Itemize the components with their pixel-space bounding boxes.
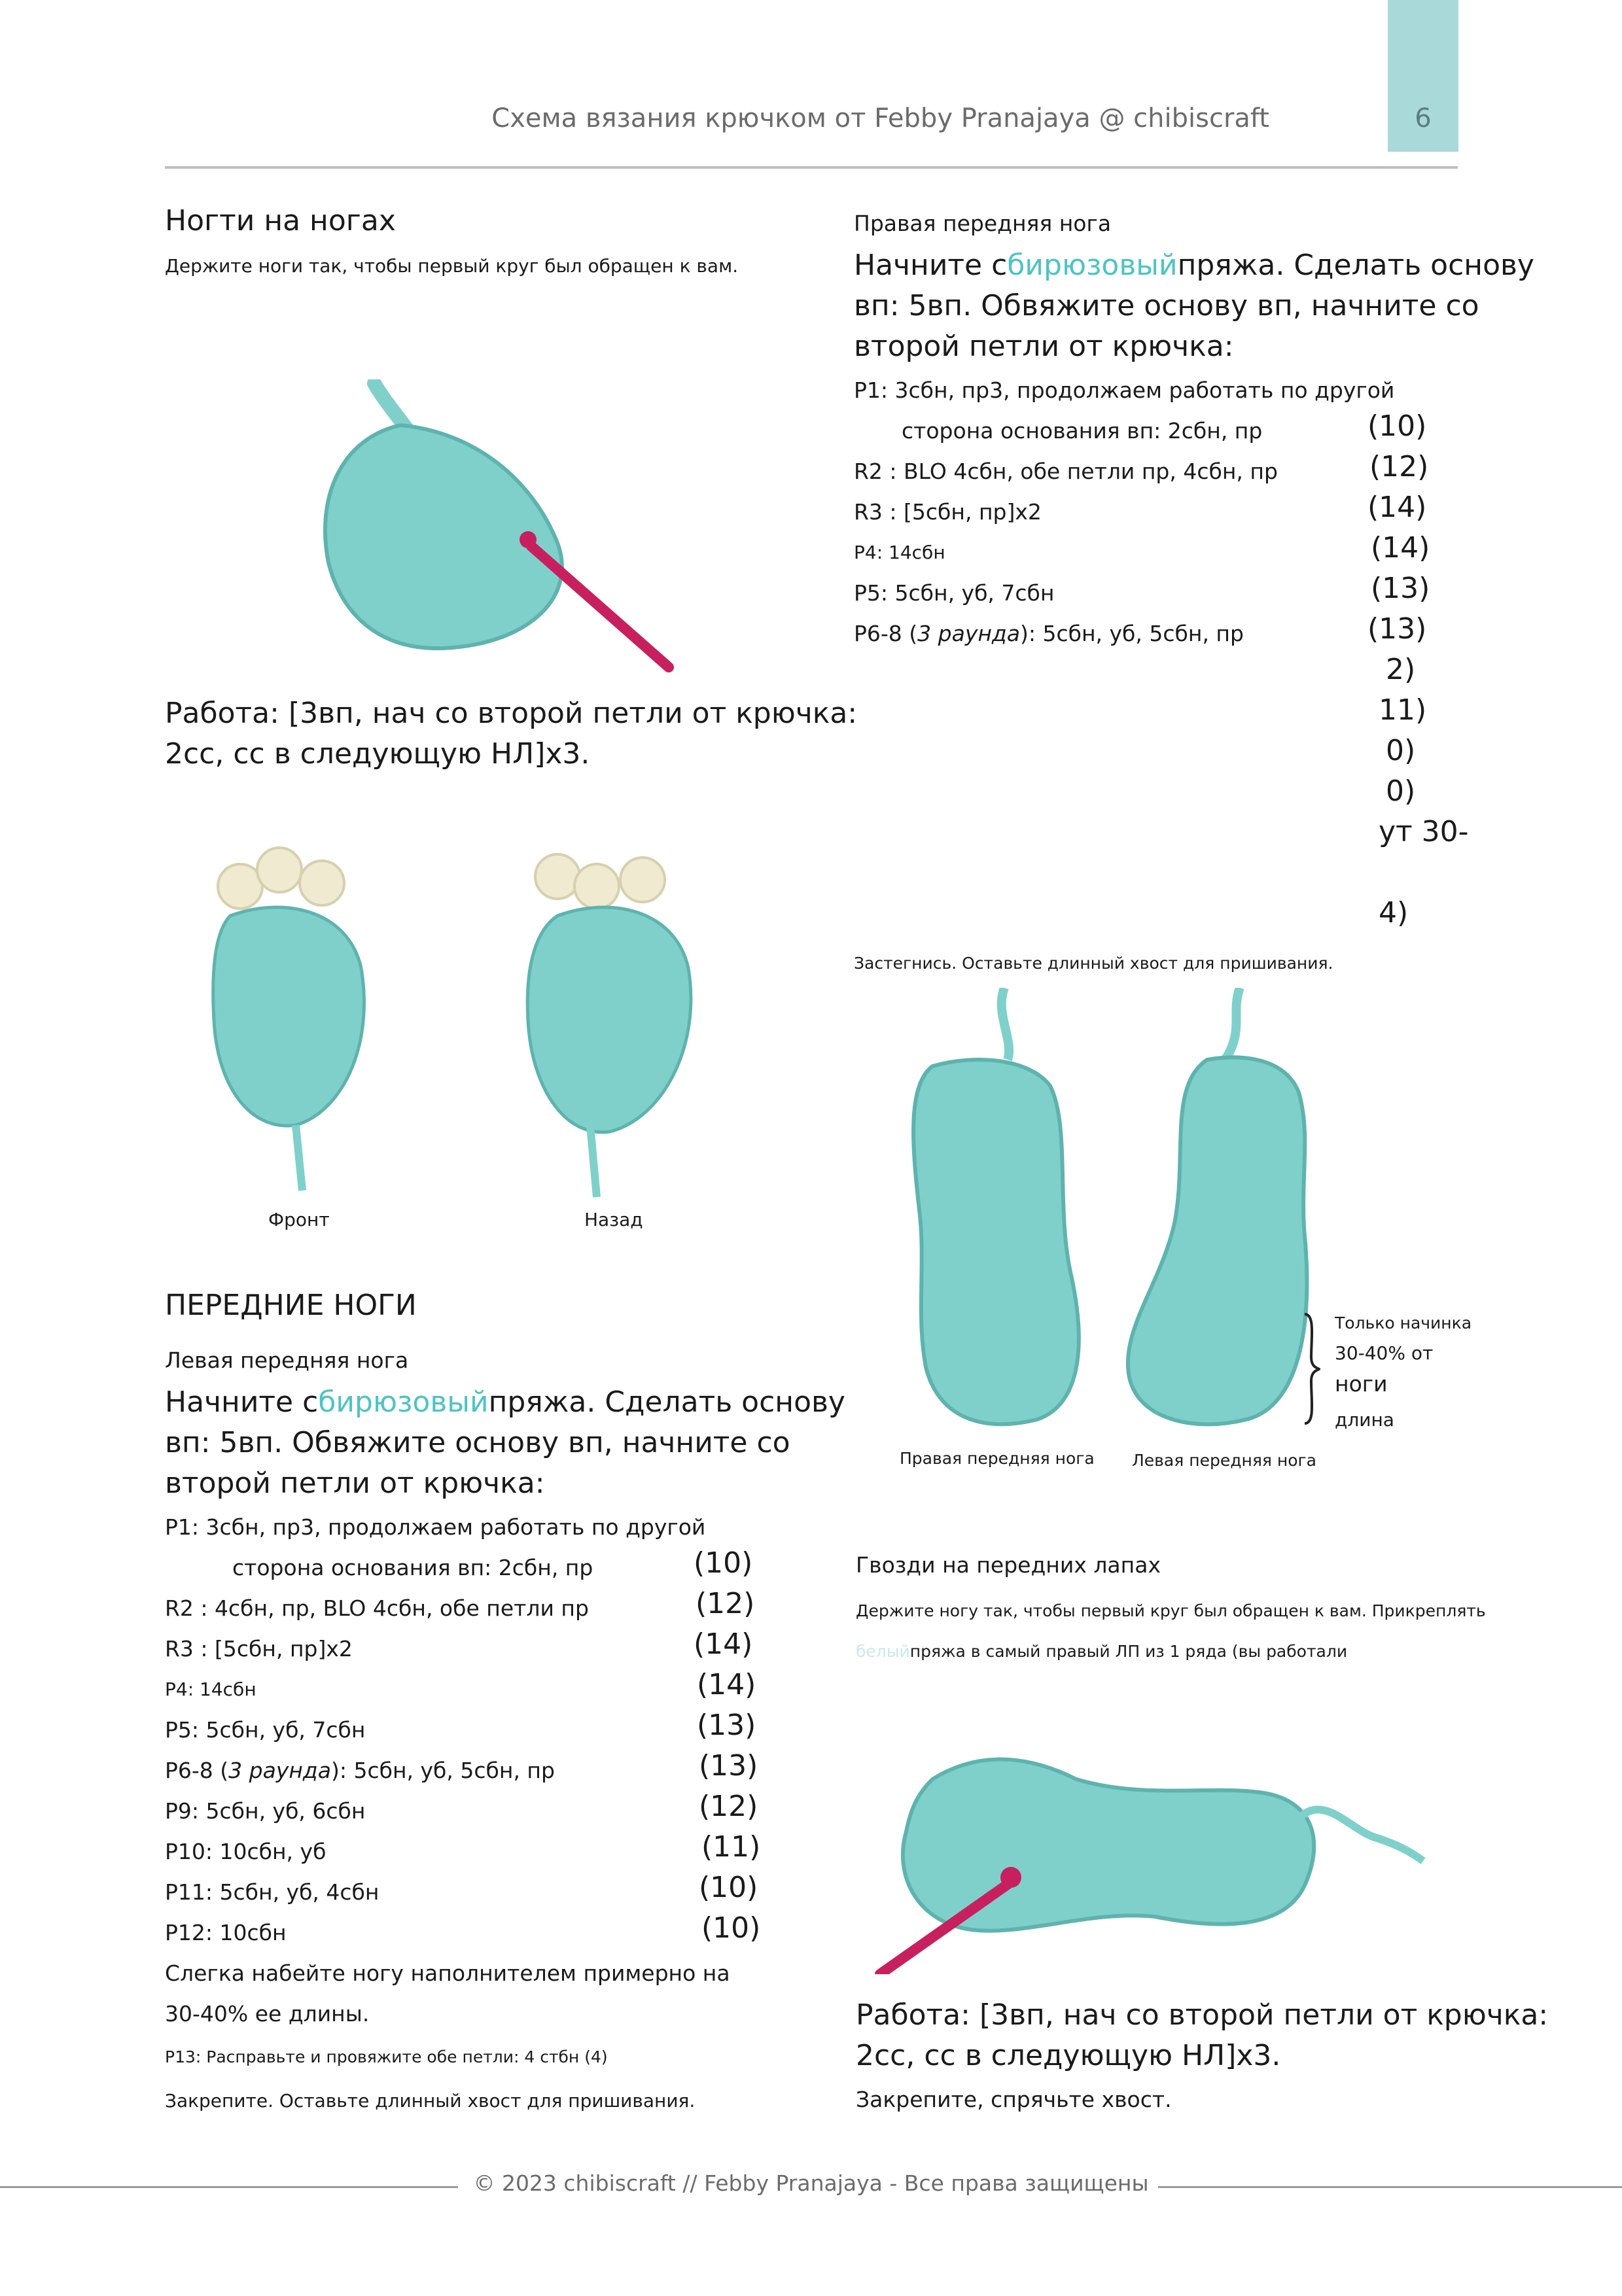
caption-back: Назад <box>584 1209 643 1230</box>
toenails-work-line2: 2сс, сс в следующую НЛ]х3. <box>165 737 590 771</box>
row-count: (10) <box>701 1911 761 1945</box>
left-leg-intro-line3: второй петли от крючка: <box>165 1467 545 1500</box>
row-count: (13) <box>1371 572 1430 605</box>
row-text: R3 : [5сбн, пр]х2 <box>854 499 1042 525</box>
row-13: Р13: Расправьте и провяжите обе петли: 4 стбн (4) <box>165 2047 608 2066</box>
front-nails-work-line2: 2сс, сс в следующую НЛ]х3. <box>856 2039 1281 2072</box>
yarn-color-word: белый <box>856 1642 910 1661</box>
photo-feet-front-back <box>165 811 772 1210</box>
row-text: Р4: 14сбн <box>165 1679 256 1700</box>
yarn-color-word: бирюзовый <box>1007 249 1178 282</box>
row-count: (14) <box>697 1668 756 1701</box>
row-text: Р1: 3сбн, пр3, продолжаем работать по другой <box>854 377 1395 403</box>
row-text: R2 : BLO 4сбн, обе петли пр, 4сбн, пр <box>854 459 1278 484</box>
overflow-fragment: 0) <box>1386 734 1416 767</box>
brace-icon <box>1301 1312 1320 1426</box>
front-nails-finish: Закрепите, спрячьте хвост. <box>856 2087 1172 2112</box>
left-leg-intro-line1: Начните сбирюзовыйпряжа. Сделать основу <box>165 1385 845 1419</box>
right-leg-intro-line3: второй петли от крючка: <box>854 330 1234 363</box>
stuffing-note-line3: ноги <box>1335 1371 1388 1397</box>
row-count: (11) <box>701 1830 761 1864</box>
overflow-fragment: 2) <box>1386 653 1416 686</box>
right-front-leg-subtitle: Правая передняя нога <box>854 211 1112 236</box>
row-text: Р1: 3сбн, пр3, продолжаем работать по другой <box>165 1514 706 1540</box>
caption-right-front-leg: Правая передняя нога <box>900 1449 1095 1468</box>
row-count: (10) <box>694 1546 753 1580</box>
left-leg-finish: Закрепите. Оставьте длинный хвост для пришивания. <box>165 2090 696 2112</box>
left-front-leg-subtitle: Левая передняя нога <box>165 1348 409 1373</box>
overflow-fragment: ут 30- <box>1379 815 1469 848</box>
row-text: сторона основания вп: 2сбн, пр <box>232 1555 593 1580</box>
header-title: Схема вязания крючком от Febby Pranajaya @ chibiscraft <box>491 103 1269 133</box>
photo-foot-with-hook <box>165 379 772 672</box>
caption-left-front-leg: Левая передняя нога <box>1132 1451 1316 1470</box>
yarn-color-word: бирюзовый <box>318 1385 489 1419</box>
row-count: (13) <box>1367 612 1427 646</box>
page-number: 6 <box>1415 103 1432 133</box>
stuffing-note-line1: Только начинка <box>1335 1313 1472 1332</box>
row-count: (14) <box>1371 531 1430 565</box>
row-count: (12) <box>1369 450 1429 483</box>
row-text: Р11: 5сбн, уб, 4сбн <box>165 1879 379 1905</box>
caption-front: Фронт <box>268 1209 330 1230</box>
row-count: (14) <box>694 1627 753 1661</box>
row-text: Р6-8 (3 раунда): 5сбн, уб, 5сбн, пр <box>165 1758 555 1783</box>
row-text: Р4: 14сбн <box>854 542 945 563</box>
front-legs-title: ПЕРЕДНИЕ НОГИ <box>165 1289 417 1322</box>
toenails-title: Ногти на ногах <box>165 204 396 237</box>
stuffing-line2: 30-40% ее длины. <box>165 2001 370 2026</box>
photo-front-legs <box>854 988 1338 1459</box>
row-count: (12) <box>699 1790 758 1823</box>
row-count: (10) <box>1367 409 1427 443</box>
stuffing-line1: Слегка набейте ногу наполнителем примерно на <box>165 1960 730 1986</box>
photo-leg-with-hook <box>854 1720 1430 1974</box>
front-nails-hint-line1: Держите ногу так, чтобы первый круг был обращен к вам. Прикреплять <box>856 1601 1486 1620</box>
front-nails-work-line1: Работа: [3вп, нач со второй петли от крючка: <box>856 1998 1549 2032</box>
row-text: Р10: 10сбн, уб <box>165 1839 326 1864</box>
row-text: Р6-8 (3 раунда): 5сбн, уб, 5сбн, пр <box>854 621 1244 646</box>
front-nails-title: Гвозди на передних лапах <box>856 1552 1161 1578</box>
row-text: сторона основания вп: 2сбн, пр <box>902 418 1263 444</box>
right-leg-intro-line2: вп: 5вп. Обвяжите основу вп, начните со <box>854 289 1479 322</box>
row-text: Р12: 10сбн <box>165 1920 287 1945</box>
right-leg-finish: Застегнись. Оставьте длинный хвост для пришивания. <box>854 954 1333 973</box>
row-count: (14) <box>1367 491 1427 524</box>
row-text: R2 : 4сбн, пр, BLO 4сбн, обе петли пр <box>165 1595 589 1621</box>
overflow-fragment: 0) <box>1386 774 1416 808</box>
row-text: Р5: 5сбн, уб, 7сбн <box>165 1717 366 1743</box>
right-leg-intro-line1: Начните сбирюзовыйпряжа. Сделать основу <box>854 249 1534 282</box>
toenails-work-line1: Работа: [3вп, нач со второй петли от крючка: <box>165 697 858 730</box>
row-count: (12) <box>696 1587 755 1620</box>
row-count: (13) <box>699 1749 758 1783</box>
row-count: (13) <box>697 1709 756 1742</box>
stuffing-note-line2: 30-40% от <box>1335 1342 1434 1364</box>
overflow-fragment: 11) <box>1379 693 1427 727</box>
row-text: R3 : [5сбн, пр]х2 <box>165 1636 353 1661</box>
stuffing-note-line4: длина <box>1335 1409 1394 1431</box>
row-count: (10) <box>699 1871 758 1904</box>
front-nails-hint-line2: белыйпряжа в самый правый ЛП из 1 ряда (вы работали <box>856 1642 1348 1661</box>
row-text: Р9: 5сбн, уб, 6сбн <box>165 1798 366 1824</box>
header-rule <box>165 166 1458 169</box>
toenails-hint: Держите ноги так, чтобы первый круг был обращен к вам. <box>165 255 739 277</box>
row-text: Р5: 5сбн, уб, 7сбн <box>854 580 1055 606</box>
left-leg-intro-line2: вп: 5вп. Обвяжите основу вп, начните со <box>165 1426 790 1459</box>
footer-copyright: © 2023 chibiscraft // Febby Pranajaya - Все права защищены <box>473 2170 1149 2196</box>
overflow-fragment: 4) <box>1379 896 1409 930</box>
